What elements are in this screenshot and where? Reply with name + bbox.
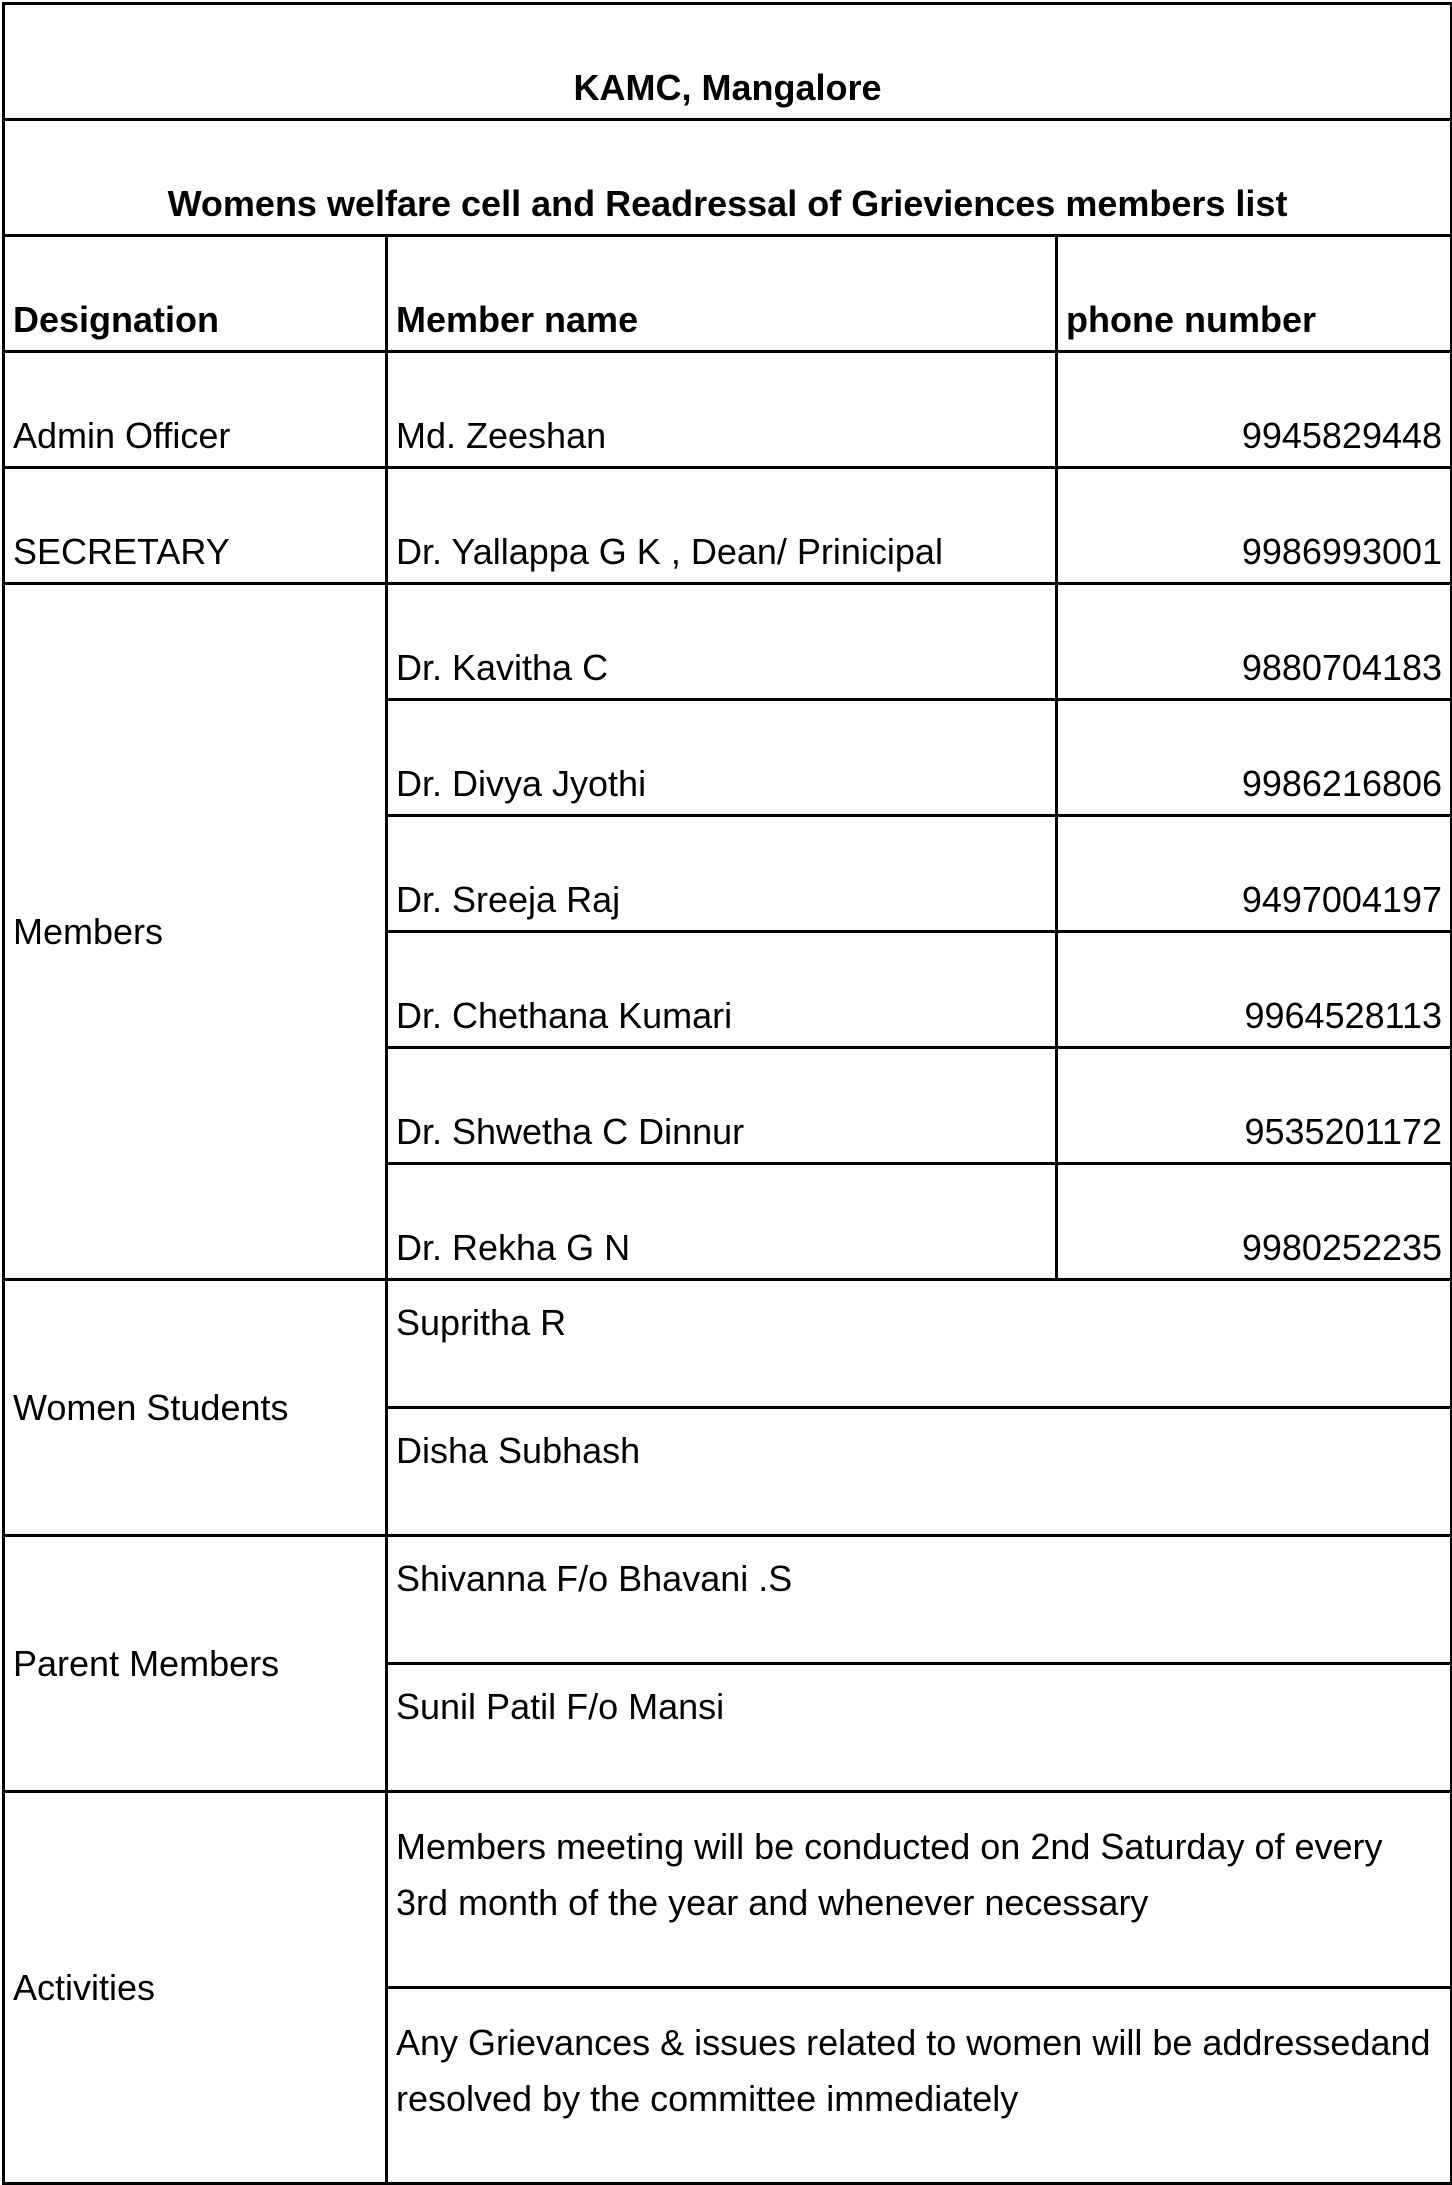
phone-cell: 9986216806 xyxy=(1057,700,1452,816)
member-name-cell: Dr. Shwetha C Dinnur xyxy=(387,1048,1057,1164)
header-phone-number: phone number xyxy=(1057,236,1452,352)
header-row xyxy=(4,236,1452,352)
designation-cell: Parent Members xyxy=(4,1536,387,1792)
member-name-cell: Dr. Kavitha C xyxy=(387,584,1057,700)
phone-cell: 9497004197 xyxy=(1057,816,1452,932)
table-row xyxy=(4,1536,1452,1664)
designation-cell: Admin Officer xyxy=(4,352,387,468)
phone-cell: 9880704183 xyxy=(1057,584,1452,700)
phone-cell: 9945829448 xyxy=(1057,352,1452,468)
designation-cell: SECRETARY xyxy=(4,468,387,584)
list-title-row xyxy=(4,120,1452,236)
member-name-cell: Md. Zeeshan xyxy=(387,352,1057,468)
phone-cell: 9535201172 xyxy=(1057,1048,1452,1164)
table-row xyxy=(4,1280,1452,1408)
institution-row xyxy=(4,4,1452,120)
table-row xyxy=(4,468,1452,584)
member-name-cell: Shivanna F/o Bhavani .S xyxy=(387,1536,1452,1664)
phone-cell: 9964528113 xyxy=(1057,932,1452,1048)
member-name-cell: Dr. Divya Jyothi xyxy=(387,700,1057,816)
designation-cell: Women Students xyxy=(4,1280,387,1536)
member-name-cell: Dr. Sreeja Raj xyxy=(387,816,1057,932)
designation-cell: Activities xyxy=(4,1792,387,2184)
table-row xyxy=(4,584,1452,700)
member-name-cell: Sunil Patil F/o Mansi xyxy=(387,1664,1452,1792)
members-table xyxy=(2,2,1452,2185)
table-row xyxy=(4,352,1452,468)
member-name-cell: Dr. Yallappa G K , Dean/ Prinicipal xyxy=(387,468,1057,584)
table-row xyxy=(4,1792,1452,1988)
header-designation: Designation xyxy=(4,236,387,352)
list-title: Womens welfare cell and Readressal of Grieviences members list xyxy=(4,120,1452,236)
header-member-name: Member name xyxy=(387,236,1057,352)
member-name-cell: Supritha R xyxy=(387,1280,1452,1408)
member-name-cell: Disha Subhash xyxy=(387,1408,1452,1536)
institution-title: KAMC, Mangalore xyxy=(4,4,1452,120)
phone-cell: 9986993001 xyxy=(1057,468,1452,584)
activity-text: Members meeting will be conducted on 2nd Saturday of every 3rd month of the year and whenever necessary xyxy=(387,1792,1452,1988)
designation-cell: Members xyxy=(4,584,387,1280)
phone-cell: 9980252235 xyxy=(1057,1164,1452,1280)
member-name-cell: Dr. Chethana Kumari xyxy=(387,932,1057,1048)
member-name-cell: Dr. Rekha G N xyxy=(387,1164,1057,1280)
activity-text: Any Grievances & issues related to women will be addressedand resolved by the committee immediately xyxy=(387,1988,1452,2184)
